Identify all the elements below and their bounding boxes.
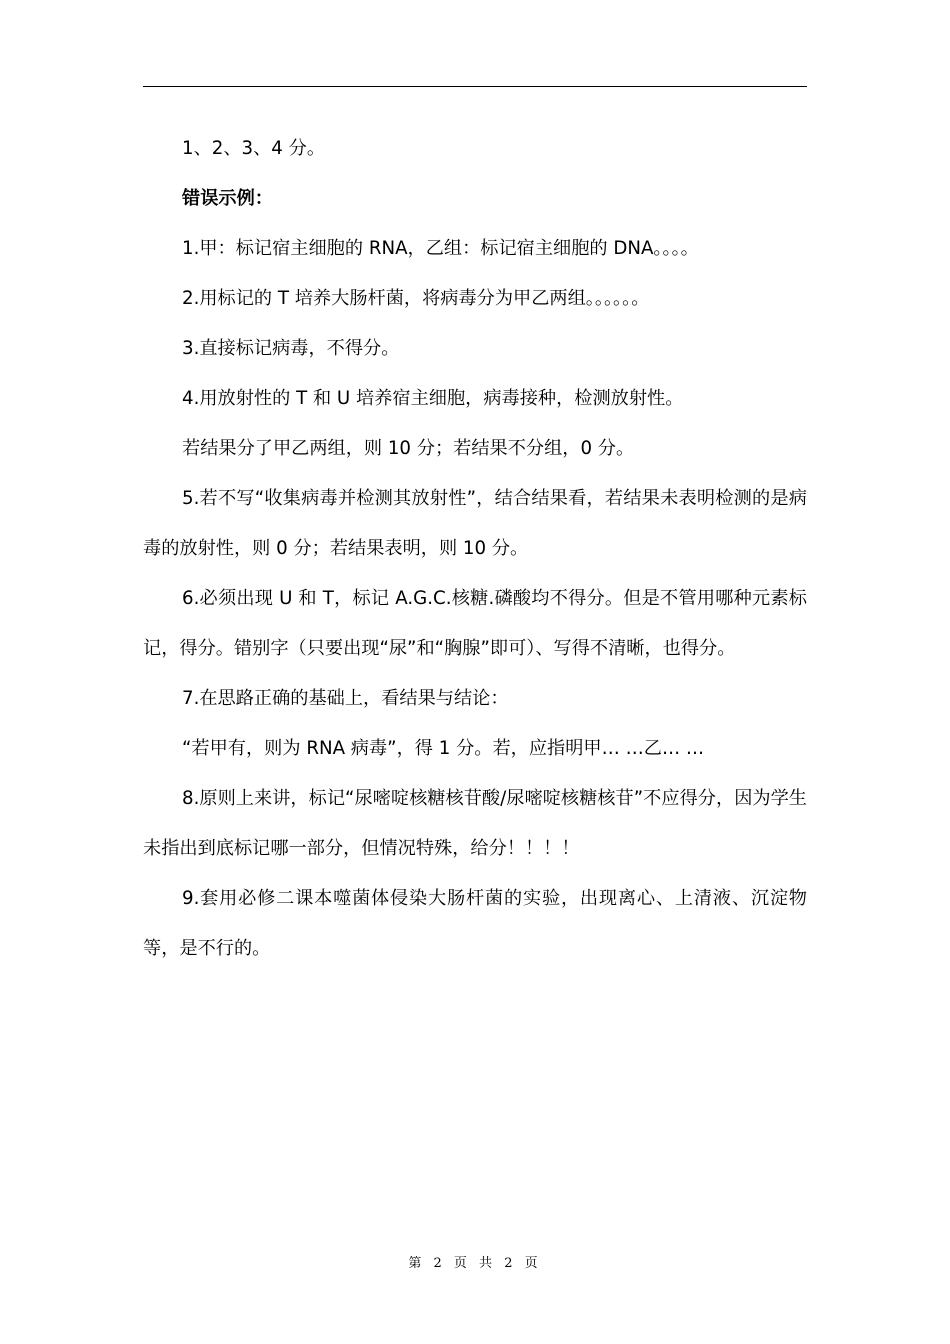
section-heading-error-examples: 错误示例： — [182, 188, 273, 209]
paragraph-error-3: 3.直接标记病毒，不得分。 — [182, 338, 400, 359]
paragraph-error-4-note: 若结果分了甲乙两组，则 10 分；若结果不分组，0 分。 — [182, 438, 635, 459]
paragraph-error-7-note: “若甲有，则为 RNA 病毒”，得 1 分。若，应指明甲… …乙… … — [182, 738, 705, 759]
paragraph-error-9: 9.套用必修二课本噬菌体侵染大肠杆菌的实验，出现离心、上清液、沉淀物等，是不行的。 — [143, 888, 807, 959]
paragraph-1: 1、2、3、4 分。 — [182, 138, 326, 159]
paragraph-error-6: 6.必须出现 U 和 T，标记 A.G.C.核糖.磷酸均不得分。但是不管用哪种元素标记，得分。错别字（只要出现“尿”和“胸腺”即可）、写得不清晰，也得分。 — [143, 588, 807, 659]
paragraph-error-8: 8.原则上来讲，标记“尿嘧啶核糖核苷酸/尿嘧啶核糖核苷”不应得分，因为学生未指出到底标记哪一部分，但情况特殊，给分！！！！ — [143, 788, 807, 859]
paragraph-error-1: 1.甲：标记宿主细胞的 RNA，乙组：标记宿主细胞的 DNA。。。。 — [182, 238, 699, 259]
paragraph-error-7: 7.在思路正确的基础上，看结果与结论： — [182, 688, 509, 709]
document-body — [143, 124, 807, 974]
header-rule — [143, 86, 807, 87]
page-footer: 第 2 页 共 2 页 — [408, 1256, 542, 1271]
paragraph-error-5: 5.若不写“收集病毒并检测其放射性”，结合结果看，若结果未表明检测的是病毒的放射性，则 0 分；若结果表明，则 10 分。 — [143, 488, 807, 559]
paragraph-error-2: 2.用标记的 T 培养大肠杆菌，将病毒分为甲乙两组。。。。。。 — [182, 288, 650, 309]
paragraph-error-4: 4.用放射性的 T 和 U 培养宿主细胞，病毒接种，检测放射性。 — [182, 388, 684, 409]
